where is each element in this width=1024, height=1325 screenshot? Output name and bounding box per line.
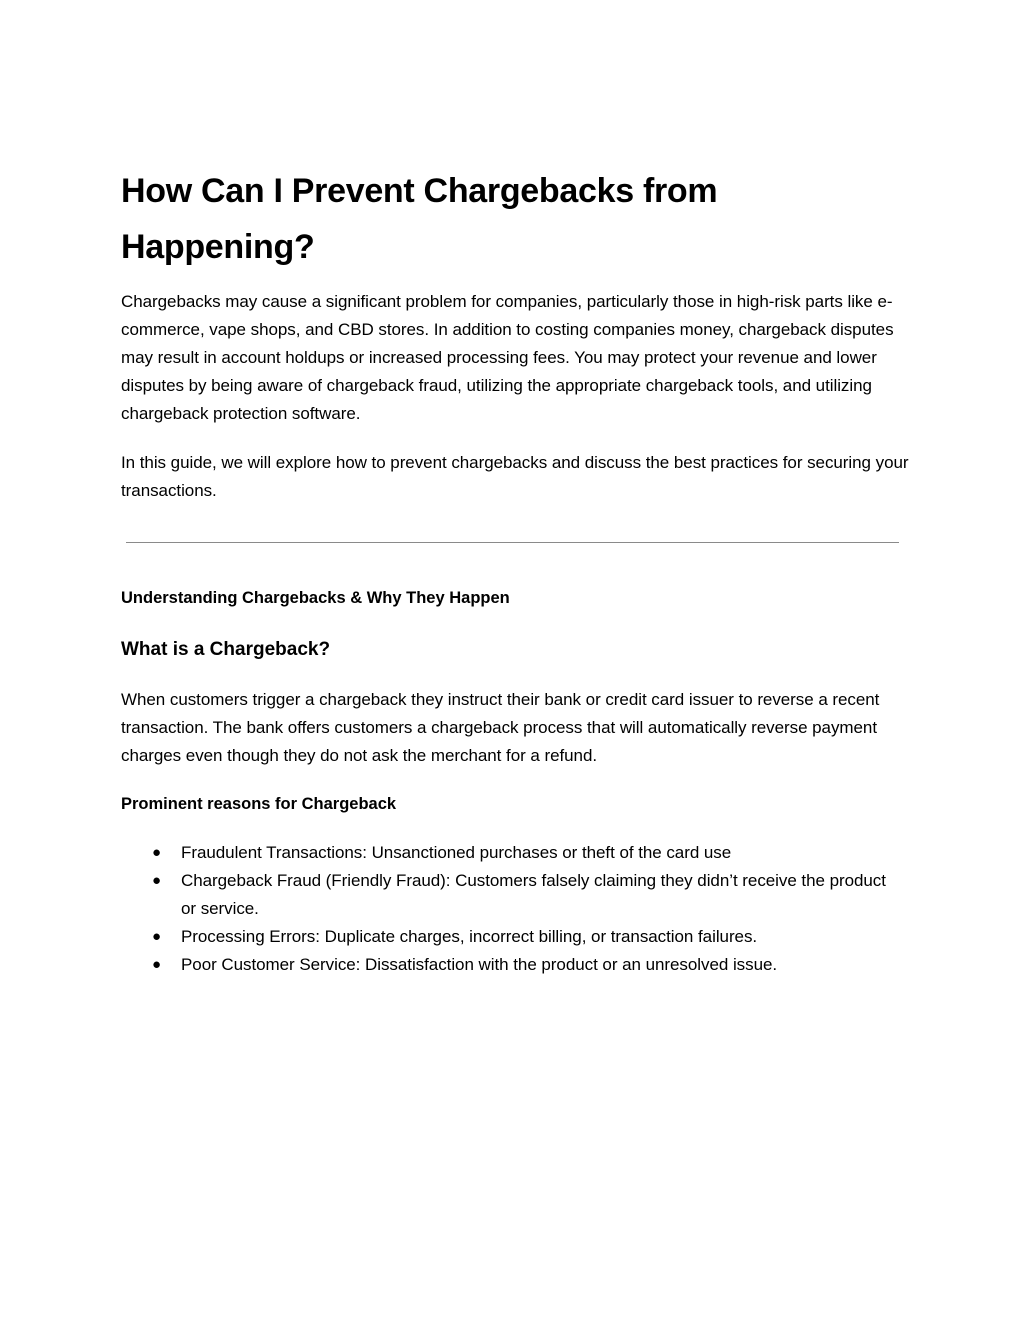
intro-paragraph: Chargebacks may cause a significant problem for companies, particularly those in high-risk parts like e-commerce, vape shops, and CBD stores. In addition to costing companies money, chargeback disputes may result in account holdups or increased processing fees. You may protect your revenue and lower disputes by being aware of chargeback fraud, utilizing the appropriate chargeback tools, and utilizing chargeback protection software.	[121, 292, 894, 423]
reasons-list	[121, 839, 903, 979]
list-item	[121, 867, 903, 923]
definition-paragraph: When customers trigger a chargeback they instruct their bank or credit card issuer to reverse a recent transaction. The bank offers customers a chargeback process that will automatically reverse payment charges even though they do not ask the merchant for a refund.	[121, 690, 880, 765]
list-item-text: Chargeback Fraud (Friendly Fraud): Customers falsely claiming they didn’t receive the product or service.	[181, 871, 886, 918]
subheading-what-is-chargeback: What is a Chargeback?	[121, 639, 331, 660]
bullet-icon: ●	[152, 928, 162, 945]
reasons-heading: Prominent reasons for Chargeback	[121, 795, 397, 813]
list-item	[121, 923, 903, 951]
list-item	[121, 951, 903, 979]
list-item-text: Poor Customer Service: Dissatisfaction with the product or an unresolved issue.	[181, 955, 778, 974]
list-item	[121, 839, 903, 867]
section-heading: Understanding Chargebacks & Why They Happen	[121, 589, 510, 607]
list-item-text: Fraudulent Transactions: Unsanctioned purchases or theft of the card use	[181, 843, 732, 862]
page-title: How Can I Prevent Chargebacks from Happening?	[121, 172, 718, 266]
bullet-icon: ●	[152, 844, 162, 861]
horizontal-divider	[126, 542, 899, 543]
bullet-icon: ●	[152, 956, 162, 973]
bullet-icon: ●	[152, 872, 162, 889]
guide-paragraph: In this guide, we will explore how to prevent chargebacks and discuss the best practices for securing your transactions.	[121, 453, 909, 500]
list-item-text: Processing Errors: Duplicate charges, incorrect billing, or transaction failures.	[181, 927, 758, 946]
